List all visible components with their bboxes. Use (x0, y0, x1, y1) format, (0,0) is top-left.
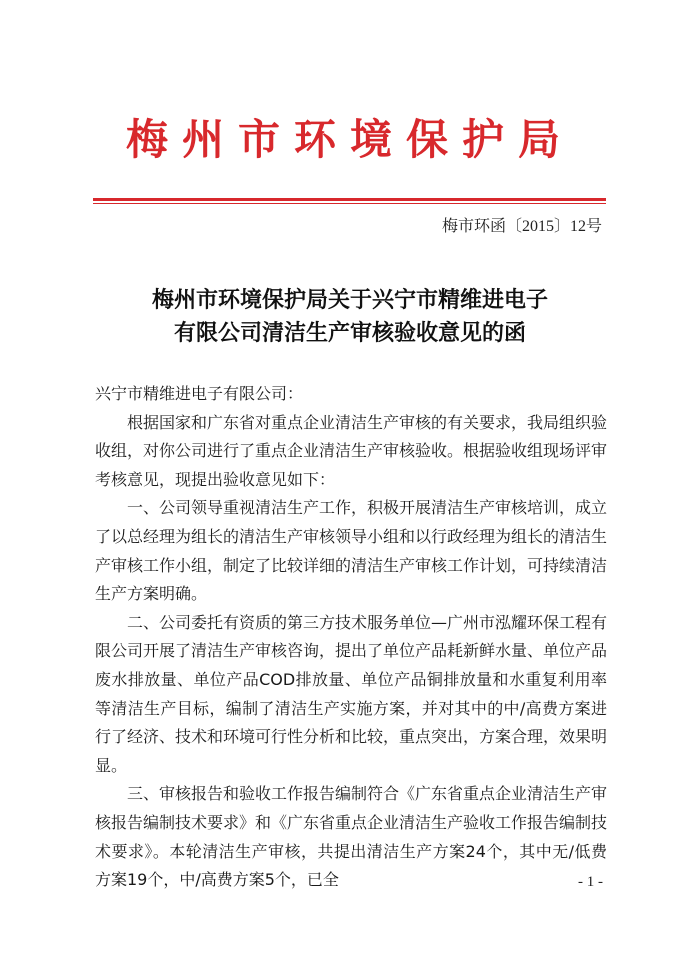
salutation: 兴宁市精维进电子有限公司： (95, 384, 304, 403)
body-paragraph-3: 三、审核报告和验收工作报告编制符合《广东省重点企业清洁生产审核报告编制技术要求》和《广东省重点企业清洁生产验收工作报告编制技术要求》。本轮清洁生产审核，共提出清洁生产方案24个，其中无/低费方案19个，中/高费方案5个，已全 (95, 784, 608, 890)
document-title-line-1: 梅州市环境保护局关于兴宁市精维进电子 (151, 287, 548, 313)
document-title (0, 284, 700, 350)
document-title-line-2: 有限公司清洁生产审核验收意见的函 (173, 320, 526, 346)
page-number: - 1 - (578, 874, 603, 890)
body-paragraph-2: 二、公司委托有资质的第三方技术服务单位—广州市泓耀环保工程有限公司开展了清洁生产审核咨询，提出了单位产品耗新鲜水量、单位产品废水排放量、单位产品COD排放量、单位产品铜排放量和水重复利用率等清洁生产目标，编制了清洁生产实施方案，并对其中的中/高费方案进行了经济、技术和环境可行性分析和比较，重点突出，方案合理，效果明显。 (95, 612, 608, 775)
document-body (95, 380, 607, 895)
letterhead-red-rule-thin (93, 203, 606, 204)
document-number: 梅市环函〔2015〕12号 (441, 218, 602, 235)
body-paragraph-intro: 根据国家和广东省对重点企业清洁生产审核的有关要求，我局组织验收组，对你公司进行了重点企业清洁生产审核验收。根据验收组现场评审考核意见，现提出验收意见如下： (95, 412, 608, 489)
letterhead-red-rule-thick (93, 198, 606, 201)
agency-letterhead-title: 梅州市环境保护局 (125, 115, 574, 164)
body-paragraph-1: 一、公司领导重视清洁生产工作，积极开展清洁生产审核培训，成立了以总经理为组长的清洁生产审核领导小组和以行政经理为组长的清洁生产审核工作小组，制定了比较详细的清洁生产审核工作计划，可持续清洁生产方案明确。 (95, 498, 608, 604)
